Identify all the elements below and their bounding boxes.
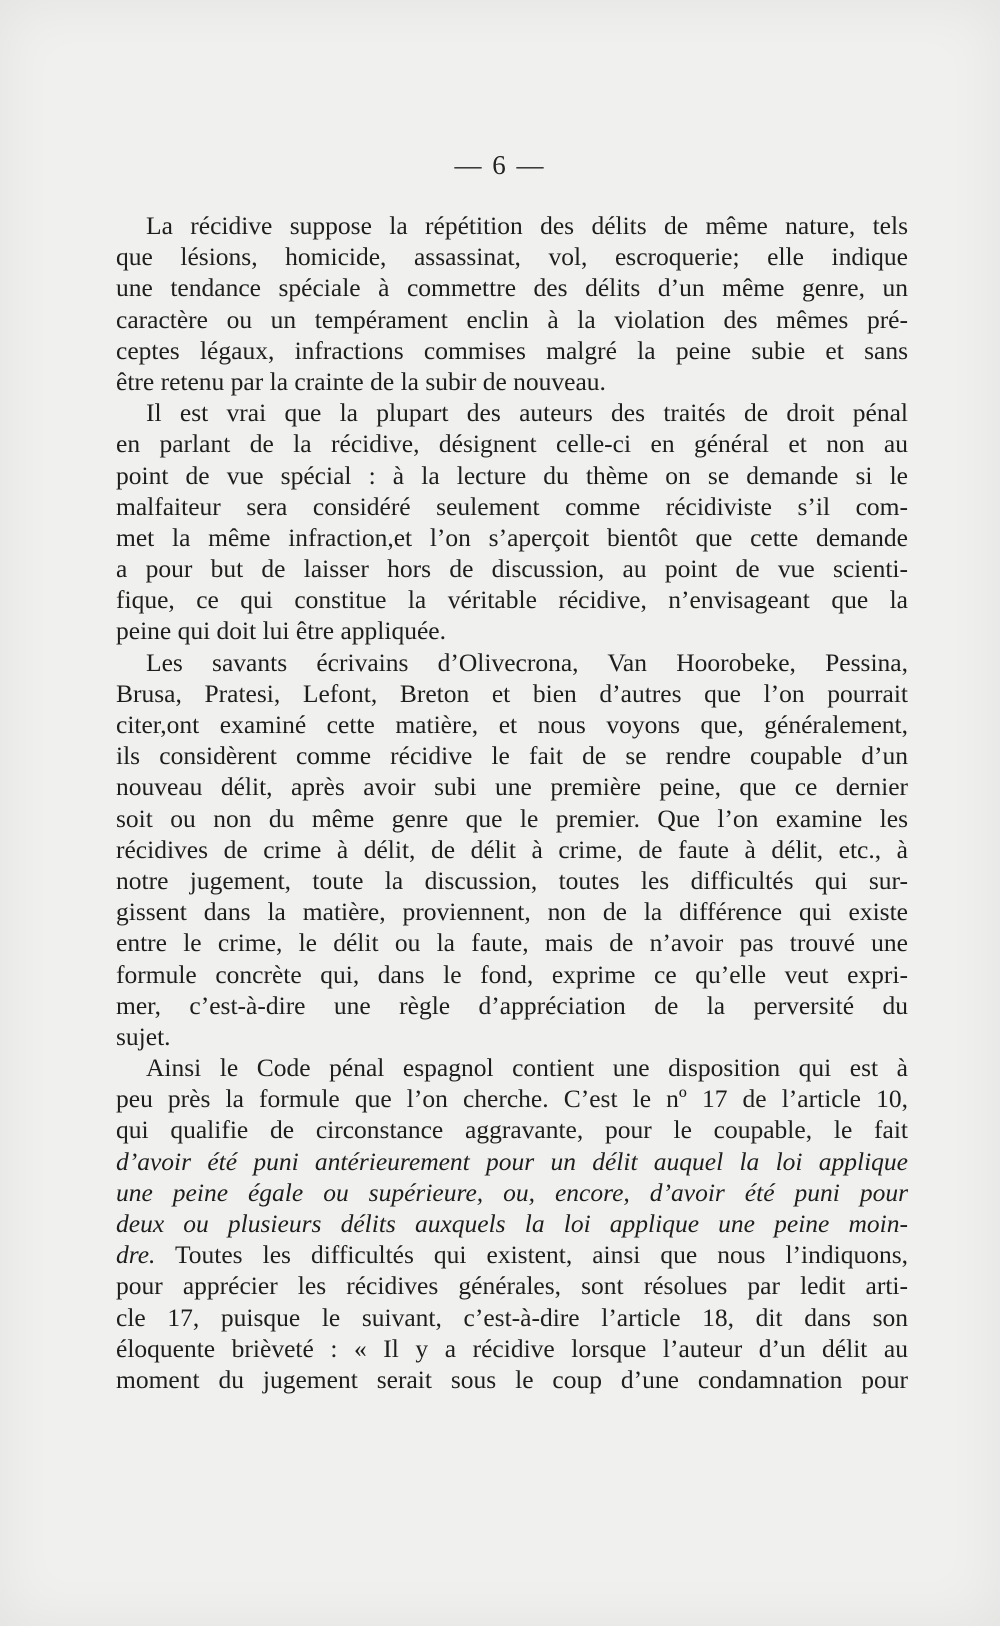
text-line-rest: Toutes les difficultés qui existent, ainsi que nous l’indiquons, — [155, 1240, 908, 1270]
text-line — [116, 1146, 908, 1177]
text-line: ils considèrent comme récidive le fait de se rendre coupable d’un — [116, 741, 908, 771]
text-line: La récidive suppose la répétition des délits de même nature, tels — [146, 211, 908, 240]
text-line: moment du jugement serait sous le coup d’une condamnation pour — [116, 1364, 908, 1394]
text-line: nouveau délit, après avoir subi une première peine, que ce dernier — [116, 772, 908, 802]
text-line: récidives de crime à délit, de délit à crime, de faute à délit, etc., à — [116, 834, 908, 864]
text-line — [116, 1177, 908, 1208]
text-line: sujet. — [116, 1021, 171, 1051]
text-line: Ainsi le Code pénal espagnol contient une disposition qui est à — [146, 1053, 908, 1083]
text-line: Brusa, Pratesi, Lefont, Breton et bien d’autres que l’on pourrait — [116, 678, 908, 708]
text-line: notre jugement, toute la discussion, toutes les difficultés qui sur- — [116, 865, 908, 895]
text-line: en parlant de la récidive, désignent celle-ci en général et non au — [116, 429, 908, 459]
text-line: met la même infraction,et l’on s’aperçoit bientôt que cette demande — [116, 522, 908, 552]
text-line: pour apprécier les récidives générales, sont résolues par ledit arti- — [116, 1271, 908, 1301]
text-line: une tendance spéciale à commettre des délits d’un même genre, un — [116, 273, 908, 303]
text-line — [116, 1208, 908, 1239]
text-line: malfaiteur sera considéré seulement comme récidiviste s’il com- — [116, 491, 908, 521]
text-line: citer,ont examiné cette matière, et nous voyons que, généralement, — [116, 710, 908, 739]
text-line: qui qualifie de circonstance aggravante, pour le coupable, le fait — [116, 1115, 908, 1145]
italic-text: dre. — [116, 1240, 156, 1270]
page-number: — 6 — — [454, 150, 546, 180]
text-line: gissent dans la matière, proviennent, non de la différence qui existe — [116, 897, 908, 927]
text-line: ceptes légaux, infractions commises malgré la peine subie et sans — [116, 335, 908, 365]
text-line: être retenu par la crainte de la subir de nouveau. — [116, 366, 606, 396]
italic-text: une peine égale ou supérieure, ou, encore, d’avoir été puni pour — [116, 1177, 908, 1207]
text-line: peu près la formule que l’on cherche. C’est le nº 17 de l’article 10, — [116, 1084, 908, 1114]
italic-text: d’avoir été puni antérieurement pour un délit auquel la loi applique — [116, 1146, 908, 1176]
text-line: éloquente brièveté : « Il y a récidive lorsque l’auteur d’un délit au — [116, 1333, 908, 1363]
text-line — [116, 1239, 908, 1270]
text-line: caractère ou un tempérament enclin à la violation des mêmes pré- — [116, 304, 908, 334]
text-line: Il est vrai que la plupart des auteurs des traités de droit pénal — [146, 398, 908, 428]
text-line: Les savants écrivains d’Olivecrona, Van Hoorobeke, Pessina, — [146, 647, 908, 677]
text-line: entre le crime, le délit ou la faute, mais de n’avoir pas trouvé une — [116, 928, 908, 958]
body-text — [116, 210, 908, 1395]
text-line: peine qui doit lui être appliquée. — [116, 616, 446, 646]
text-line: soit ou non du même genre que le premier. Que l’on examine les — [116, 803, 908, 833]
text-line: cle 17, puisque le suivant, c’est-à-dire l’article 18, dit dans son — [116, 1302, 908, 1332]
text-line: point de vue spécial : à la lecture du thème on se demande si le — [116, 460, 908, 490]
text-line: mer, c’est-à-dire une règle d’appréciation de la perversité du — [116, 990, 908, 1020]
text-line: formule concrète qui, dans le fond, exprime ce qu’elle veut expri- — [116, 959, 908, 989]
italic-text: deux ou plusieurs délits auxquels la loi applique une peine moin- — [116, 1209, 908, 1238]
text-line: a pour but de laisser hors de discussion, au point de vue scienti- — [116, 554, 908, 584]
text-line: que lésions, homicide, assassinat, vol, escroquerie; elle indique — [116, 242, 908, 272]
text-line: fique, ce qui constitue la véritable récidive, n’envisageant que la — [116, 585, 908, 615]
